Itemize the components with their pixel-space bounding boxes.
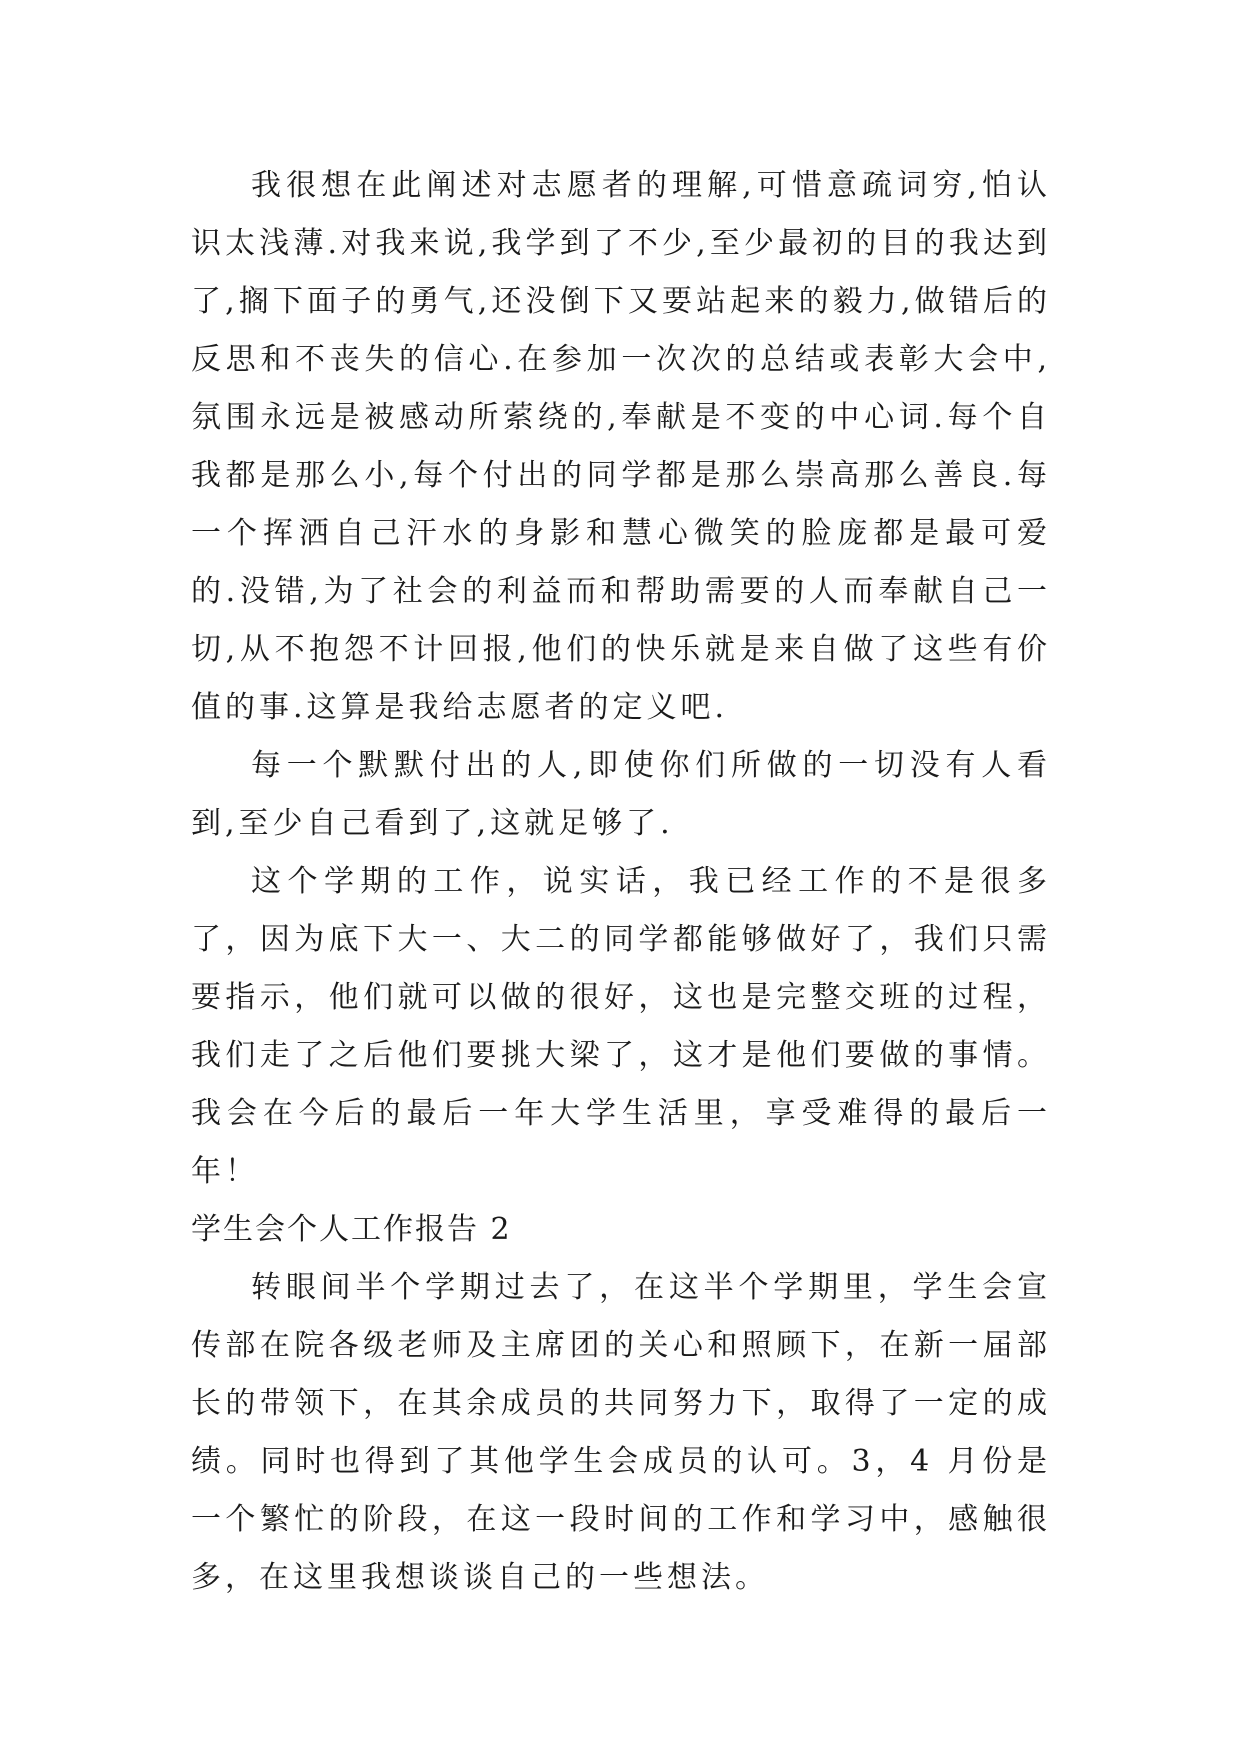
document-body [191, 157, 1051, 1607]
paragraph-volunteer-understanding: 我很想在此阐述对志愿者的理解,可惜意疏词穷,怕认识太浅薄.对我来说,我学到了不少,至少最初的目的我达到了,搁下面子的勇气,还没倒下又要站起来的毅力,做错后的反思和不丧失的信心.在参加一次次的总结或表彰大会中,氛围永远是被感动所萦绕的,奉献是不变的中心词.每个自我都是那么小,每个付出的同学都是那么崇高那么善良.每一个挥洒自己汗水的身影和慧心微笑的脸庞都是最可爱的.没错,为了社会的利益而和帮助需要的人而奉献自己一切,从不抱怨不计回报,他们的快乐就是来自做了这些有价值的事.这算是我给志愿者的定义吧. [191, 168, 1051, 725]
paragraph-publicity-department: 转眼间半个学期过去了，在这半个学期里，学生会宣传部在院各级老师及主席团的关心和照顾下，在新一届部长的带领下，在其余成员的共同努力下，取得了一定的成绩。同时也得到了其他学生会成员的认可。3，4 月份是一个繁忙的阶段，在这一段时间的工作和学习中，感触很多，在这里我想谈谈自己的一些想法。 [191, 1270, 1051, 1595]
paragraph-silent-contributors: 每一个默默付出的人,即使你们所做的一切没有人看到,至少自己看到了,这就足够了. [191, 748, 1051, 841]
paragraph-semester-work: 这个学期的工作，说实话，我已经工作的不是很多了，因为底下大一、大二的同学都能够做好了，我们只需要指示，他们就可以做的很好，这也是完整交班的过程，我们走了之后他们要挑大梁了，这才是他们要做的事情。我会在今后的最后一年大学生活里，享受难得的最后一年！ [191, 864, 1051, 1189]
section-heading: 学生会个人工作报告 2 [191, 1212, 512, 1247]
